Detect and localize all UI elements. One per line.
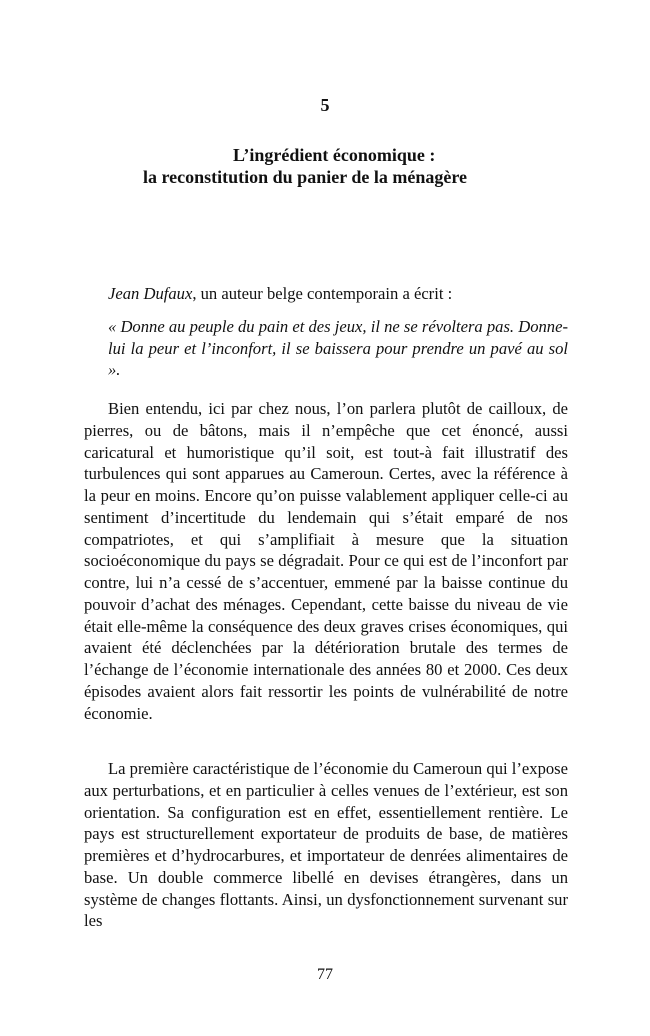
epigraph-quote: « Donne au peuple du pain et des jeux, il ne se révoltera pas. Donne-lui la peur et l’inconfort, il se baissera pour prendre un pavé au sol ». <box>108 317 568 379</box>
chapter-title-line-2: la reconstitution du panier de la ménagère <box>143 167 467 187</box>
body-paragraph-2: La première caractéristique de l’économie du Cameroun qui l’expose aux perturbations, et en particulier à celles venues de l’extérieur, est son orientation. Sa configuration est en effet, essentiellement rentière. Le pays est structurellement exportateur de produits de base, de matières premières et d’hydrocarbures, et importateur de denrées alimentaires de base. Un double commerce libellé en devises étrangères, dans un système de changes flottants. Ainsi, un dysfonctionnement survenant sur les <box>84 759 568 931</box>
quote-intro-text: , un auteur belge contemporain a écrit : <box>192 284 453 303</box>
quote-intro <box>108 283 452 305</box>
chapter-title <box>0 144 650 188</box>
page-number: 77 <box>317 966 333 983</box>
body-paragraph-1: Bien entendu, ici par chez nous, l’on parlera plutôt de cailloux, de pierres, ou de bâtons, mais il n’empêche que cet énoncé, aussi caricatural et humoristique qu’il soit, est tout-à fait illustratif des turbulences qui sont apparues au Cameroun. Certes, avec la référence à la peur en moins. Encore qu’on puisse valablement appliquer celle-ci au sentiment d’incertitude du lendemain qui s’était emparé de nos compatriotes, et qui s’amplifiait à mesure que la situation socioéconomique du pays se dégradait. Pour ce qui est de l’inconfort par contre, lui n’a cessé de s’accentuer, emmené par la baisse continue du pouvoir d’achat des ménages. Cependant, cette baisse du niveau de vie était elle-même la conséquence des deux graves crises économiques, qui avaient été déclenchées par la détérioration brutale des termes de l’échange de l’économie internationale des années 80 et 2000. Ces deux épisodes avaient alors fait ressortir les points de vulnérabilité de notre économie. <box>84 399 568 723</box>
chapter-number: 5 <box>320 95 330 115</box>
quote-author: Jean Dufaux <box>108 284 193 303</box>
chapter-title-line-1: L’ingrédient économique : <box>233 145 436 165</box>
